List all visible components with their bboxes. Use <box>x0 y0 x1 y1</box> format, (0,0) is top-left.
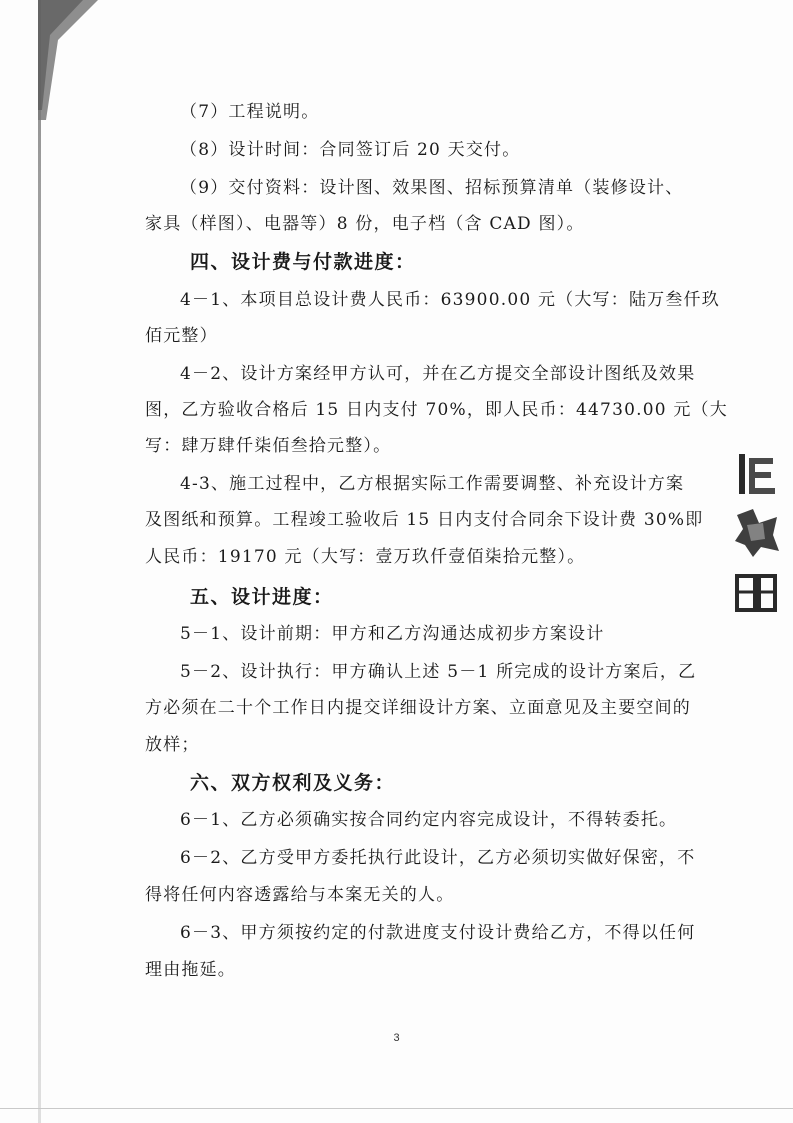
text-line: （9）交付资料：设计图、效果图、招标预算清单（装修设计、 <box>180 178 684 198</box>
text-line: 放样； <box>145 735 200 755</box>
seal-fragment-middle <box>733 505 781 560</box>
text-line: 方必须在二十个工作日内提交详细设计方案、立面意见及主要空间的 <box>145 698 691 718</box>
text-line: 得将任何内容透露给与本案无关的人。 <box>145 885 455 905</box>
text-line: 6－3、甲方须按约定的付款进度支付设计费给乙方，不得以任何 <box>180 923 696 943</box>
section-heading-progress: 五、设计进度： <box>190 586 334 608</box>
text-line: 4－2、设计方案经甲方认可，并在乙方提交全部设计图纸及效果 <box>180 364 696 384</box>
text-line: （8）设计时间：合同签订后 20 天交付。 <box>180 140 521 160</box>
text-line: 家具（样图）、电器等）8 份，电子档（含 CAD 图）。 <box>145 214 585 234</box>
text-line: 佰元整） <box>145 326 218 346</box>
section-heading-fees: 四、设计费与付款进度： <box>190 251 416 273</box>
scan-edge-shadow <box>38 0 41 1123</box>
page-number: 3 <box>393 1032 400 1044</box>
text-line: 理由拖延。 <box>145 960 236 980</box>
text-line: 图，乙方验收合格后 15 日内支付 70%，即人民币：44730.00 元（大 <box>145 400 728 420</box>
text-line: 4-3、施工过程中，乙方根据实际工作需要调整、补充设计方案 <box>180 474 685 494</box>
text-line: 4－1、本项目总设计费人民币：63900.00 元（大写：陆万叁仟玖 <box>180 290 720 310</box>
text-line: 人民币：19170 元（大写：壹万玖仟壹佰柒拾元整）。 <box>145 547 586 567</box>
text-line: 5－2、设计执行：甲方确认上述 5－1 所完成的设计方案后，乙 <box>180 662 697 682</box>
text-line: 5－1、设计前期：甲方和乙方沟通达成初步方案设计 <box>180 624 605 644</box>
seal-fragment-bottom <box>733 570 781 615</box>
scan-corner-fold <box>38 0 98 120</box>
text-line: 写：肆万肆仟柒佰叁拾元整）。 <box>145 436 392 456</box>
scan-bottom-line <box>0 1108 793 1109</box>
text-line: 6－2、乙方受甲方委托执行此设计，乙方必须切实做好保密，不 <box>180 848 696 868</box>
text-line: （7）工程说明。 <box>180 102 320 122</box>
text-line: 6－1、乙方必须确实按合同约定内容完成设计，不得转委托。 <box>180 810 678 830</box>
text-line: 及图纸和预算。工程竣工验收后 15 日内支付合同余下设计费 30%即 <box>145 510 704 530</box>
section-heading-rights: 六、双方权利及义务： <box>190 772 396 794</box>
